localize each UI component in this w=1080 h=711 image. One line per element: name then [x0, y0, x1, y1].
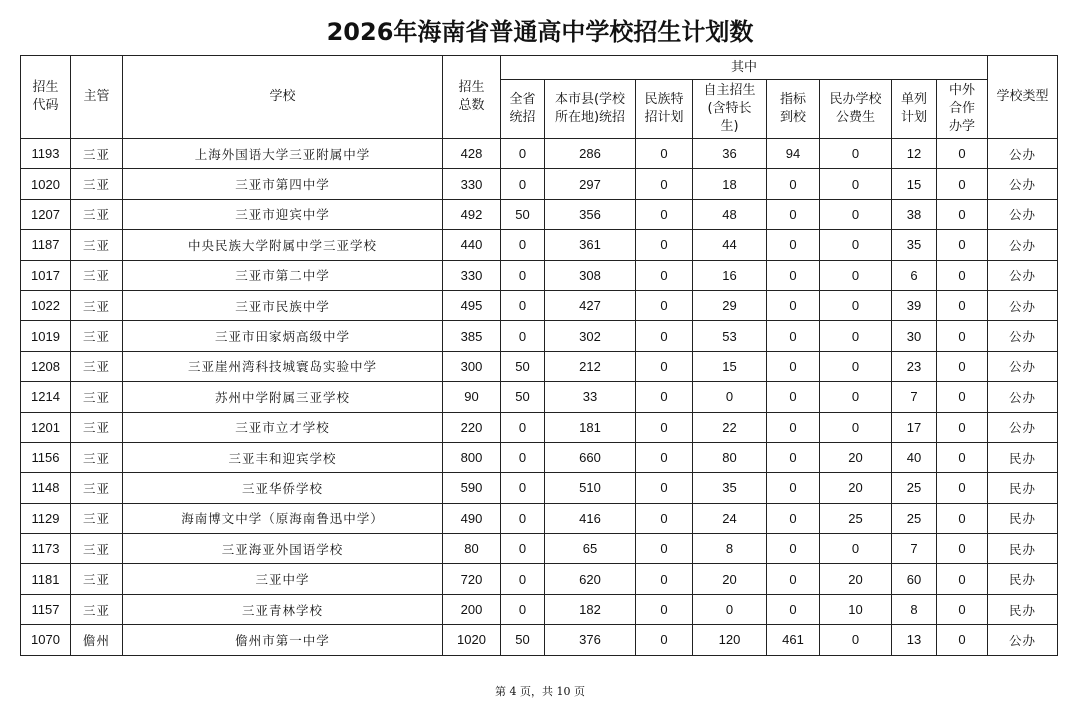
table-row — [21, 534, 1058, 564]
cell-private-public: 20 — [820, 473, 892, 503]
cell-total: 440 — [443, 230, 501, 260]
cell-type: 民办 — [988, 442, 1058, 472]
header-local: 本市县(学校所在地)统招 — [545, 80, 636, 139]
cell-independent: 22 — [693, 412, 767, 442]
cell-code: 1156 — [21, 442, 71, 472]
cell-code: 1187 — [21, 230, 71, 260]
cell-school: 三亚市第二中学 — [123, 260, 443, 290]
cell-separate: 8 — [892, 594, 937, 624]
cell-type: 公办 — [988, 351, 1058, 381]
cell-province-wide: 50 — [501, 351, 545, 381]
cell-authority: 三亚 — [71, 503, 123, 533]
cell-type: 公办 — [988, 230, 1058, 260]
cell-authority: 三亚 — [71, 351, 123, 381]
header-private-public: 民办学校公费生 — [820, 80, 892, 139]
cell-total: 200 — [443, 594, 501, 624]
cell-code: 1148 — [21, 473, 71, 503]
header-code: 招生代码 — [21, 56, 71, 139]
cell-local: 376 — [545, 625, 636, 655]
cell-province-wide: 0 — [501, 169, 545, 199]
cell-authority: 三亚 — [71, 169, 123, 199]
cell-authority: 三亚 — [71, 199, 123, 229]
cell-province-wide: 0 — [501, 290, 545, 320]
page-footer: 第 4 页，共 10 页 — [495, 685, 585, 698]
header-sino-foreign: 中外合作办学 — [937, 80, 988, 139]
cell-code: 1017 — [21, 260, 71, 290]
cell-private-public: 0 — [820, 260, 892, 290]
cell-type: 公办 — [988, 169, 1058, 199]
header-province-wide: 全省统招 — [501, 80, 545, 139]
cell-quota: 0 — [767, 169, 820, 199]
cell-authority: 三亚 — [71, 321, 123, 351]
header-separate: 单列计划 — [892, 80, 937, 139]
cell-school: 海南博文中学（原海南鲁迅中学） — [123, 503, 443, 533]
cell-quota: 0 — [767, 442, 820, 472]
cell-authority: 三亚 — [71, 442, 123, 472]
cell-quota: 0 — [767, 412, 820, 442]
cell-separate: 6 — [892, 260, 937, 290]
cell-local: 33 — [545, 382, 636, 412]
cell-ethnic: 0 — [636, 169, 693, 199]
cell-private-public: 0 — [820, 321, 892, 351]
cell-independent: 53 — [693, 321, 767, 351]
cell-separate: 25 — [892, 473, 937, 503]
cell-ethnic: 0 — [636, 290, 693, 320]
cell-quota: 0 — [767, 230, 820, 260]
cell-sino-foreign: 0 — [937, 169, 988, 199]
cell-independent: 18 — [693, 169, 767, 199]
cell-ethnic: 0 — [636, 442, 693, 472]
cell-separate: 60 — [892, 564, 937, 594]
cell-code: 1193 — [21, 139, 71, 169]
cell-ethnic: 0 — [636, 351, 693, 381]
header-quota: 指标到校 — [767, 80, 820, 139]
cell-school: 苏州中学附属三亚学校 — [123, 382, 443, 412]
cell-total: 330 — [443, 260, 501, 290]
cell-total: 800 — [443, 442, 501, 472]
cell-independent: 0 — [693, 594, 767, 624]
cell-code: 1214 — [21, 382, 71, 412]
cell-type: 民办 — [988, 564, 1058, 594]
cell-school: 三亚青林学校 — [123, 594, 443, 624]
cell-total: 90 — [443, 382, 501, 412]
table-row — [21, 442, 1058, 472]
cell-private-public: 0 — [820, 625, 892, 655]
cell-sino-foreign: 0 — [937, 625, 988, 655]
cell-independent: 24 — [693, 503, 767, 533]
cell-local: 620 — [545, 564, 636, 594]
cell-sino-foreign: 0 — [937, 290, 988, 320]
cell-private-public: 0 — [820, 290, 892, 320]
cell-private-public: 20 — [820, 442, 892, 472]
cell-ethnic: 0 — [636, 412, 693, 442]
cell-code: 1201 — [21, 412, 71, 442]
cell-private-public: 0 — [820, 169, 892, 199]
cell-total: 330 — [443, 169, 501, 199]
cell-type: 公办 — [988, 199, 1058, 229]
cell-ethnic: 0 — [636, 321, 693, 351]
cell-code: 1070 — [21, 625, 71, 655]
cell-local: 286 — [545, 139, 636, 169]
cell-private-public: 0 — [820, 139, 892, 169]
table-row — [21, 139, 1058, 169]
cell-type: 民办 — [988, 503, 1058, 533]
cell-province-wide: 0 — [501, 321, 545, 351]
cell-authority: 三亚 — [71, 139, 123, 169]
cell-total: 492 — [443, 199, 501, 229]
cell-local: 427 — [545, 290, 636, 320]
cell-type: 公办 — [988, 139, 1058, 169]
cell-quota: 461 — [767, 625, 820, 655]
header-group: 其中 — [501, 56, 988, 80]
cell-sino-foreign: 0 — [937, 503, 988, 533]
cell-ethnic: 0 — [636, 564, 693, 594]
cell-province-wide: 50 — [501, 199, 545, 229]
cell-independent: 0 — [693, 382, 767, 412]
cell-sino-foreign: 0 — [937, 351, 988, 381]
cell-school: 三亚市迎宾中学 — [123, 199, 443, 229]
cell-local: 65 — [545, 534, 636, 564]
cell-quota: 0 — [767, 503, 820, 533]
table-body — [21, 139, 1058, 656]
cell-separate: 7 — [892, 382, 937, 412]
cell-total: 590 — [443, 473, 501, 503]
cell-quota: 0 — [767, 594, 820, 624]
cell-separate: 38 — [892, 199, 937, 229]
cell-local: 660 — [545, 442, 636, 472]
cell-authority: 三亚 — [71, 564, 123, 594]
cell-separate: 25 — [892, 503, 937, 533]
cell-sino-foreign: 0 — [937, 382, 988, 412]
cell-school: 三亚海亚外国语学校 — [123, 534, 443, 564]
table-row — [21, 169, 1058, 199]
cell-sino-foreign: 0 — [937, 260, 988, 290]
cell-quota: 94 — [767, 139, 820, 169]
cell-local: 510 — [545, 473, 636, 503]
cell-private-public: 0 — [820, 382, 892, 412]
table-row — [21, 199, 1058, 229]
cell-private-public: 0 — [820, 230, 892, 260]
cell-local: 361 — [545, 230, 636, 260]
cell-ethnic: 0 — [636, 139, 693, 169]
cell-school: 三亚崖州湾科技城寰岛实验中学 — [123, 351, 443, 381]
cell-total: 428 — [443, 139, 501, 169]
cell-total: 385 — [443, 321, 501, 351]
cell-separate: 35 — [892, 230, 937, 260]
cell-local: 181 — [545, 412, 636, 442]
cell-school: 三亚市田家炳高级中学 — [123, 321, 443, 351]
cell-separate: 15 — [892, 169, 937, 199]
cell-total: 80 — [443, 534, 501, 564]
cell-sino-foreign: 0 — [937, 321, 988, 351]
table-row — [21, 625, 1058, 655]
cell-code: 1157 — [21, 594, 71, 624]
cell-type: 公办 — [988, 412, 1058, 442]
cell-total: 220 — [443, 412, 501, 442]
cell-private-public: 0 — [820, 412, 892, 442]
cell-separate: 39 — [892, 290, 937, 320]
cell-separate: 17 — [892, 412, 937, 442]
cell-ethnic: 0 — [636, 230, 693, 260]
cell-authority: 三亚 — [71, 382, 123, 412]
header-ethnic: 民族特招计划 — [636, 80, 693, 139]
cell-school: 三亚丰和迎宾学校 — [123, 442, 443, 472]
cell-province-wide: 0 — [501, 503, 545, 533]
cell-local: 356 — [545, 199, 636, 229]
cell-province-wide: 0 — [501, 442, 545, 472]
cell-quota: 0 — [767, 260, 820, 290]
cell-ethnic: 0 — [636, 625, 693, 655]
table-row — [21, 290, 1058, 320]
cell-total: 495 — [443, 290, 501, 320]
cell-private-public: 10 — [820, 594, 892, 624]
cell-sino-foreign: 0 — [937, 442, 988, 472]
cell-quota: 0 — [767, 382, 820, 412]
cell-private-public: 0 — [820, 534, 892, 564]
cell-local: 212 — [545, 351, 636, 381]
cell-separate: 30 — [892, 321, 937, 351]
cell-sino-foreign: 0 — [937, 412, 988, 442]
table-row — [21, 594, 1058, 624]
cell-authority: 三亚 — [71, 290, 123, 320]
header-authority: 主管 — [71, 56, 123, 139]
cell-separate: 40 — [892, 442, 937, 472]
header-independent: 自主招生(含特长生) — [693, 80, 767, 139]
cell-type: 民办 — [988, 594, 1058, 624]
cell-type: 公办 — [988, 625, 1058, 655]
cell-quota: 0 — [767, 199, 820, 229]
cell-authority: 三亚 — [71, 473, 123, 503]
cell-independent: 15 — [693, 351, 767, 381]
cell-local: 182 — [545, 594, 636, 624]
cell-province-wide: 0 — [501, 594, 545, 624]
cell-quota: 0 — [767, 564, 820, 594]
cell-authority: 三亚 — [71, 260, 123, 290]
cell-local: 308 — [545, 260, 636, 290]
cell-separate: 13 — [892, 625, 937, 655]
cell-code: 1020 — [21, 169, 71, 199]
cell-code: 1129 — [21, 503, 71, 533]
cell-province-wide: 0 — [501, 139, 545, 169]
cell-school: 三亚华侨学校 — [123, 473, 443, 503]
cell-province-wide: 0 — [501, 412, 545, 442]
header-school: 学校 — [123, 56, 443, 139]
table-row — [21, 473, 1058, 503]
table-row — [21, 230, 1058, 260]
cell-school: 上海外国语大学三亚附属中学 — [123, 139, 443, 169]
cell-quota: 0 — [767, 290, 820, 320]
cell-type: 民办 — [988, 473, 1058, 503]
header-row-1 — [21, 56, 1058, 80]
cell-quota: 0 — [767, 534, 820, 564]
cell-local: 302 — [545, 321, 636, 351]
cell-code: 1208 — [21, 351, 71, 381]
cell-independent: 16 — [693, 260, 767, 290]
cell-school: 三亚市立才学校 — [123, 412, 443, 442]
cell-ethnic: 0 — [636, 382, 693, 412]
cell-authority: 三亚 — [71, 412, 123, 442]
cell-province-wide: 50 — [501, 625, 545, 655]
cell-ethnic: 0 — [636, 199, 693, 229]
cell-type: 公办 — [988, 382, 1058, 412]
page-title: 2026年海南省普通高中学校招生计划数 — [326, 18, 754, 46]
cell-ethnic: 0 — [636, 260, 693, 290]
cell-independent: 8 — [693, 534, 767, 564]
cell-sino-foreign: 0 — [937, 534, 988, 564]
table-row — [21, 260, 1058, 290]
cell-independent: 29 — [693, 290, 767, 320]
cell-separate: 12 — [892, 139, 937, 169]
cell-independent: 20 — [693, 564, 767, 594]
cell-province-wide: 0 — [501, 564, 545, 594]
cell-authority: 三亚 — [71, 534, 123, 564]
cell-total: 490 — [443, 503, 501, 533]
cell-code: 1207 — [21, 199, 71, 229]
cell-independent: 48 — [693, 199, 767, 229]
cell-school: 儋州市第一中学 — [123, 625, 443, 655]
cell-ethnic: 0 — [636, 503, 693, 533]
cell-local: 297 — [545, 169, 636, 199]
cell-sino-foreign: 0 — [937, 139, 988, 169]
cell-local: 416 — [545, 503, 636, 533]
header-type: 学校类型 — [988, 56, 1058, 139]
cell-independent: 80 — [693, 442, 767, 472]
cell-private-public: 25 — [820, 503, 892, 533]
cell-quota: 0 — [767, 351, 820, 381]
cell-total: 720 — [443, 564, 501, 594]
cell-sino-foreign: 0 — [937, 594, 988, 624]
cell-type: 公办 — [988, 321, 1058, 351]
cell-private-public: 0 — [820, 199, 892, 229]
cell-code: 1181 — [21, 564, 71, 594]
enrollment-plan-table — [20, 55, 1058, 656]
cell-independent: 35 — [693, 473, 767, 503]
cell-separate: 23 — [892, 351, 937, 381]
cell-province-wide: 0 — [501, 230, 545, 260]
cell-authority: 三亚 — [71, 594, 123, 624]
table-row — [21, 412, 1058, 442]
cell-code: 1019 — [21, 321, 71, 351]
cell-type: 公办 — [988, 290, 1058, 320]
cell-school: 三亚市民族中学 — [123, 290, 443, 320]
cell-ethnic: 0 — [636, 594, 693, 624]
cell-ethnic: 0 — [636, 473, 693, 503]
table-row — [21, 382, 1058, 412]
cell-authority: 三亚 — [71, 230, 123, 260]
cell-authority: 儋州 — [71, 625, 123, 655]
cell-independent: 36 — [693, 139, 767, 169]
cell-province-wide: 0 — [501, 473, 545, 503]
table-row — [21, 503, 1058, 533]
table-row — [21, 564, 1058, 594]
header-total: 招生总数 — [443, 56, 501, 139]
cell-code: 1022 — [21, 290, 71, 320]
table-row — [21, 321, 1058, 351]
cell-ethnic: 0 — [636, 534, 693, 564]
table-row — [21, 351, 1058, 381]
cell-total: 300 — [443, 351, 501, 381]
cell-province-wide: 50 — [501, 382, 545, 412]
cell-independent: 44 — [693, 230, 767, 260]
cell-private-public: 20 — [820, 564, 892, 594]
cell-type: 民办 — [988, 534, 1058, 564]
cell-sino-foreign: 0 — [937, 199, 988, 229]
cell-quota: 0 — [767, 321, 820, 351]
cell-code: 1173 — [21, 534, 71, 564]
cell-sino-foreign: 0 — [937, 564, 988, 594]
cell-quota: 0 — [767, 473, 820, 503]
cell-private-public: 0 — [820, 351, 892, 381]
cell-sino-foreign: 0 — [937, 230, 988, 260]
cell-type: 公办 — [988, 260, 1058, 290]
cell-separate: 7 — [892, 534, 937, 564]
cell-school: 三亚市第四中学 — [123, 169, 443, 199]
cell-independent: 120 — [693, 625, 767, 655]
cell-sino-foreign: 0 — [937, 473, 988, 503]
cell-total: 1020 — [443, 625, 501, 655]
cell-province-wide: 0 — [501, 260, 545, 290]
cell-province-wide: 0 — [501, 534, 545, 564]
cell-school: 中央民族大学附属中学三亚学校 — [123, 230, 443, 260]
cell-school: 三亚中学 — [123, 564, 443, 594]
